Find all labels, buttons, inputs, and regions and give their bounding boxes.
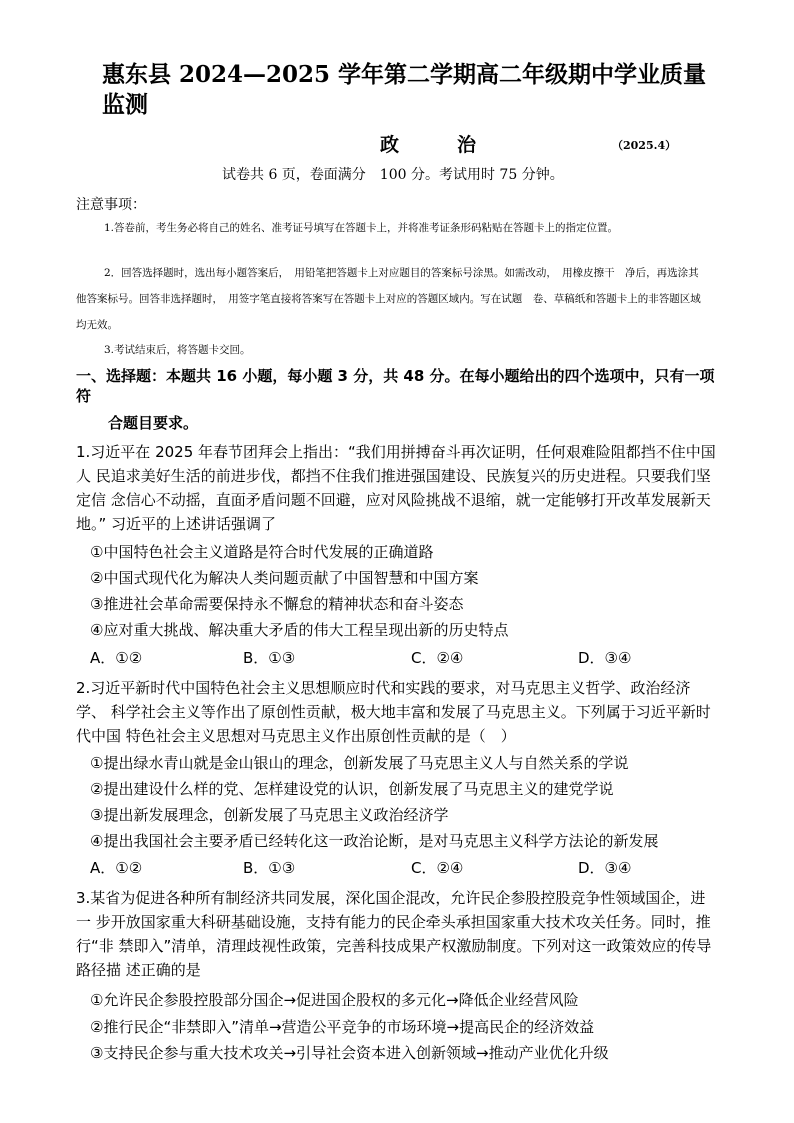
- section-heading-continued: 合题目要求。: [108, 414, 199, 432]
- question-2-choice-d: D．③④: [578, 859, 632, 877]
- exam-date: （2025.4）: [612, 139, 677, 152]
- notice-heading: 注意事项：: [76, 197, 146, 213]
- question-1-choice-c: C．②④: [411, 649, 464, 667]
- question-3-stem: 3.某省为促进各种所有制经济共同发展，深化国企混改，允许民企参股控股竞争性领域国企，进一 步开放国家重大科研基础设施，支持有能力的民企牵头承担国家重大技术攻关任务。同时，推行“非 禁即入”清单，清理歧视性政策，完善科技成果产权激励制度。下列对这一政策效应的传导路径描 述正确的是: [76, 889, 712, 979]
- subject-name: 政治: [380, 134, 535, 156]
- question-1-choice-a: A．①②: [90, 649, 143, 667]
- question-1-statement-2: ②中国式现代化为解决人类问题贡献了中国智慧和中国方案: [90, 569, 479, 587]
- question-2-statement-2: ②提出建设什么样的党、怎样建设党的认识，创新发展了马克思主义的建党学说: [90, 780, 614, 798]
- section-heading: 一、选择题：本题共 16 小题，每小题 3 分，共 48 分。在每小题给出的四个选项中，只有一项符: [76, 367, 715, 405]
- question-1-statement-4: ④应对重大挑战、解决重大矛盾的伟大工程呈现出新的历史特点: [90, 621, 509, 639]
- question-1-stem: 1.习近平在 2025 年春节团拜会上指出：“我们用拼搏奋斗再次证明，任何艰难险阻都挡不住中国人 民追求美好生活的前进步伐，都挡不住我们推进强国建设、民族复兴的历史进程。只要我们坚定信 念信心不动摇，直面矛盾问题不回避，应对风险挑战不退缩，就一定能够打开改革发展新天地。” 习近平的上述讲话强调了: [76, 443, 716, 533]
- notice-item-1: 1.答卷前，考生务必将自己的姓名、准考证号填写在答题卡上，并将准考证条形码粘贴在答题卡上的指定位置。: [104, 222, 619, 234]
- question-1-statement-3: ③推进社会革命需要保持永不懈怠的精神状态和奋斗姿态: [90, 595, 464, 613]
- question-1-choice-d: D．③④: [578, 649, 632, 667]
- question-2-stem: 2.习近平新时代中国特色社会主义思想顺应时代和实践的要求，对马克思主义哲学、政治经济学、 科学社会主义等作出了原创性贡献，极大地丰富和发展了马克思主义。下列属于习近平新时代中国 特色社会主义思想对马克思主义作出原创性贡献的是（ ）: [76, 679, 711, 745]
- question-2-choice-b: B．①③: [243, 859, 296, 877]
- question-3-statement-1: ①允许民企参股控股部分国企→促进国企股权的多元化→降低企业经营风险: [90, 991, 579, 1009]
- question-3-statement-2: ②推行民企“非禁即入”清单→营造公平竞争的市场环境→提高民企的经济效益: [90, 1018, 595, 1036]
- question-2-statement-1: ①提出绿水青山就是金山银山的理念，创新发展了马克思主义人与自然关系的学说: [90, 754, 629, 772]
- question-1-statement-1: ①中国特色社会主义道路是符合时代发展的正确道路: [90, 543, 434, 561]
- question-2-choice-a: A．①②: [90, 859, 143, 877]
- question-2-statement-4: ④提出我国社会主要矛盾已经转化这一政治论断，是对马克思主义科学方法论的新发展: [90, 832, 659, 850]
- exam-info: 试卷共 6 页，卷面满分 100 分。考试用时 75 分钟。: [222, 167, 564, 183]
- exam-title: 惠东县 2024—2025 学年第二学期高二年级期中学业质量监测: [102, 61, 707, 118]
- question-2-choice-c: C．②④: [411, 859, 464, 877]
- question-3-statement-3: ③支持民企参与重大技术攻关→引导社会资本进入创新领域→推动产业优化升级: [90, 1044, 609, 1062]
- question-1-choice-b: B．①③: [243, 649, 296, 667]
- notice-item-2: 2．回答选择题时，选出每小题答案后， 用铅笔把答题卡上对应题目的答案标号涂黑。如需改动， 用橡皮擦干 净后，再选涂其他答案标号。回答非选择题时， 用签字笔直接将答案写在答题卡上对应的答题区域内。写在试题 卷、草稿纸和答题卡上的非答题区域均无效。: [76, 267, 701, 331]
- question-2-statement-3: ③提出新发展理念，创新发展了马克思主义政治经济学: [90, 806, 449, 824]
- notice-item-3: 3.考试结束后，将答题卡交回。: [104, 344, 251, 356]
